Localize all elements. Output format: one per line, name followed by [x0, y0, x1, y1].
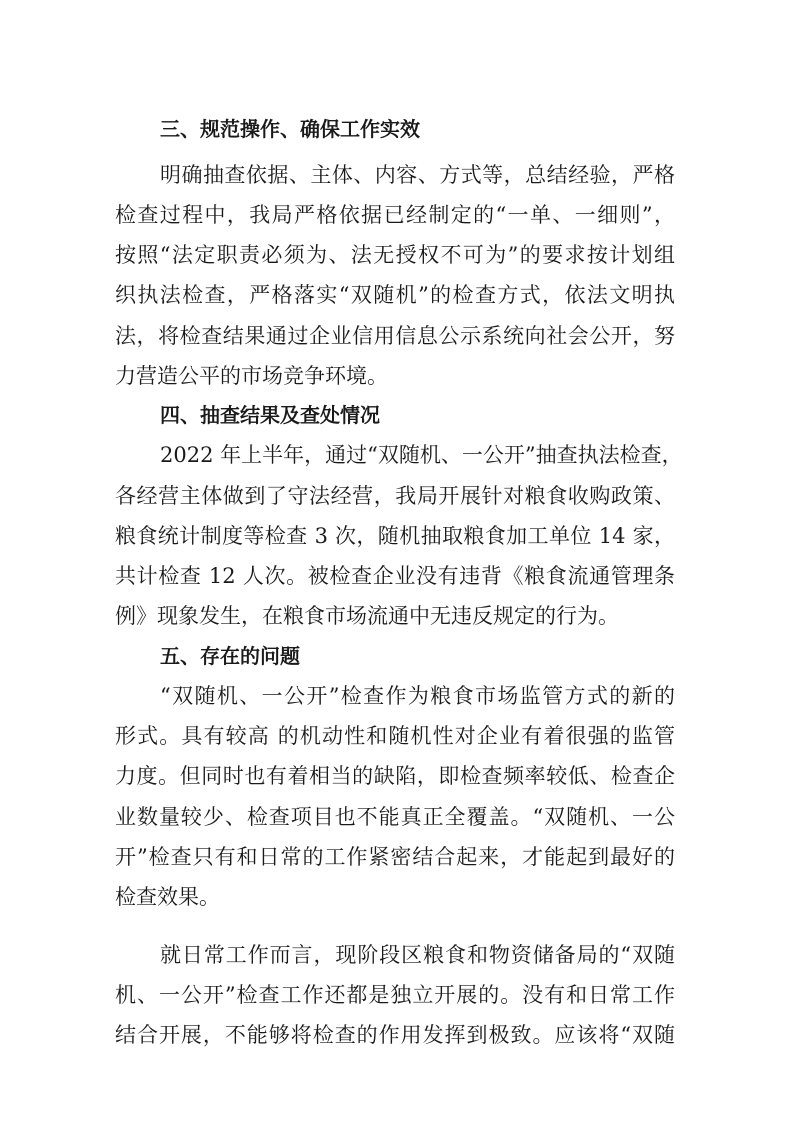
paragraph-line: 例》现象发生，在粮食市场流通中无违反规定的行为。 [115, 604, 619, 628]
paragraph-line: 就日常工作而言，现阶段区粮食和物资储备局的“双随 [160, 943, 675, 967]
paragraph-line: 力营造公平的市场竞争环境。 [115, 364, 388, 388]
paragraph-line: 机、一公开”检查工作还都是独立开展的。没有和日常工作 [115, 983, 675, 1007]
section-5-heading: 五、存在的问题 [160, 644, 300, 668]
paragraph-line: 织执法检查，严格落实“双随机”的检查方式，依法文明执 [115, 283, 675, 307]
paragraph-line: 检查过程中，我局严格依据已经制定的“一单、一细则”， [115, 203, 675, 227]
paragraph-line: 法，将检查结果通过企业信用信息公示系统向社会公开，努 [115, 324, 675, 348]
paragraph-line: 粮食统计制度等检查 3 次，随机抽取粮食加工单位 14 家， [115, 524, 675, 548]
section-4-heading: 四、抽查结果及查处情况 [160, 403, 380, 427]
paragraph-line: 力度。但同时也有着相当的缺陷，即检查频率较低、检查企 [115, 764, 675, 788]
paragraph-line: 结合开展，不能够将检查的作用发挥到极致。应该将“双随 [115, 1023, 675, 1047]
paragraph-line: 2022 年上半年，通过“双随机、一公开”抽查执法检查， [160, 443, 683, 467]
paragraph-line: “双随机、一公开”检查作为粮食市场监管方式的新的 [160, 684, 675, 708]
paragraph-line: 业数量较少、检查项目也不能真正全覆盖。“双随机、一公 [115, 805, 675, 829]
paragraph-line: 明确抽查依据、主体、内容、方式等，总结经验，严格 [160, 163, 675, 187]
paragraph-line: 开”检查只有和日常的工作紧密结合起来，才能起到最好的 [115, 845, 675, 869]
section-3-heading: 三、规范操作、确保工作实效 [160, 117, 420, 141]
paragraph-line: 各经营主体做到了守法经营，我局开展针对粮食收购政策、 [115, 484, 675, 508]
paragraph-line: 按照“法定职责必须为、法无授权不可为”的要求按计划组 [115, 243, 675, 267]
paragraph-line: 检查效果。 [115, 885, 220, 909]
paragraph-line: 形式。具有较高 的机动性和随机性对企业有着很强的监管 [115, 724, 675, 748]
paragraph-line: 共计检查 12 人次。被检查企业没有违背《粮食流通管理条 [115, 564, 675, 588]
